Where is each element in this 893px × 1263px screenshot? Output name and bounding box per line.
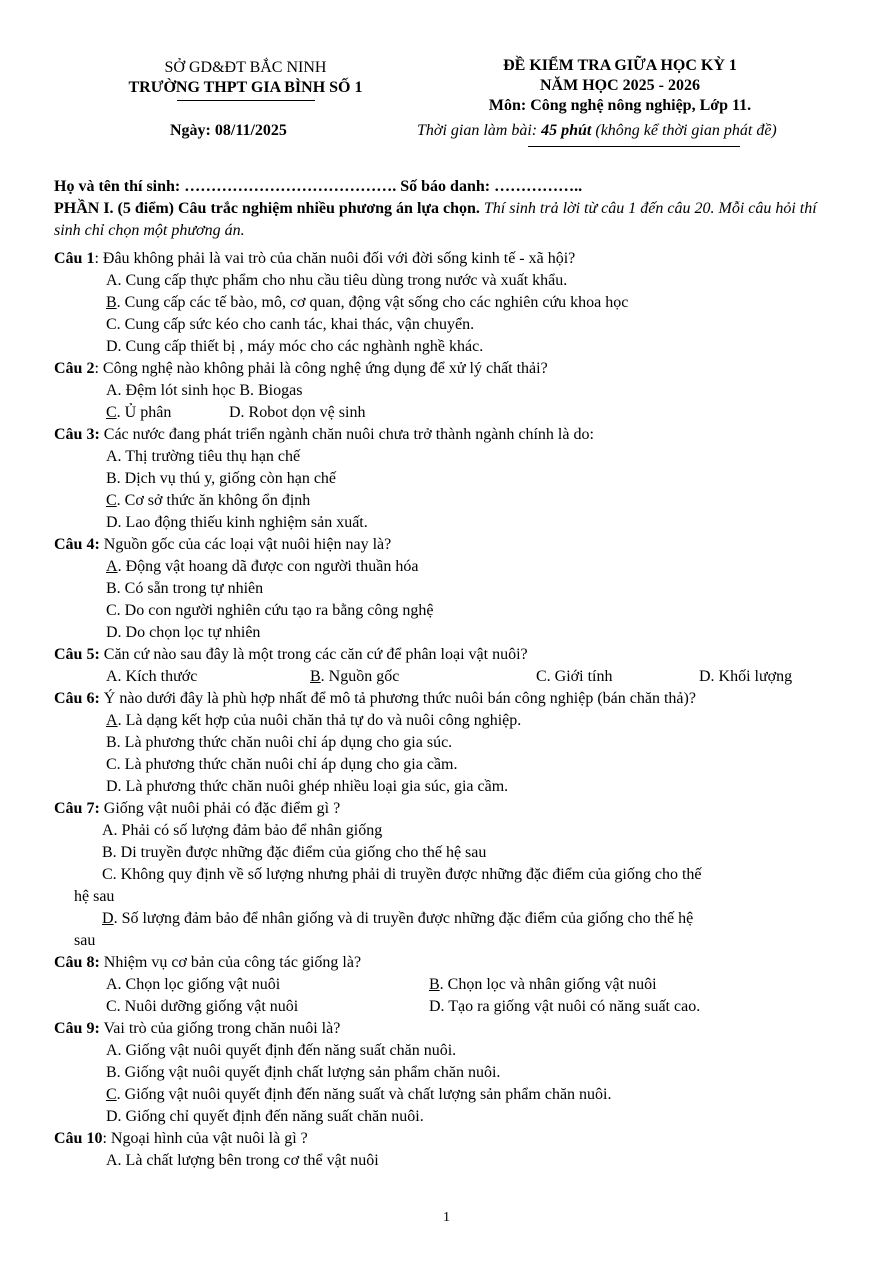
duration-value: 45 phút	[541, 122, 592, 139]
option-d: D. Tạo ra giống vật nuôi có năng suất cao.	[429, 998, 701, 1015]
header-right	[405, 56, 835, 116]
option-d: D. Lao động thiếu kinh nghiệm sản xuất.	[106, 514, 368, 531]
candidate-name-label: Họ và tên thí sinh: ………………………………….	[54, 178, 397, 195]
option-a: A. Thị trường tiêu thụ hạn chế	[106, 448, 301, 465]
option-d: D. Robot dọn vệ sinh	[229, 404, 366, 421]
question-text: : Đâu không phải là vai trò của chăn nuôi đối với đời sống kinh tế - xã hội?	[94, 250, 576, 267]
question-label: Câu 9:	[54, 1020, 100, 1037]
question-7	[54, 798, 844, 952]
school-year: NĂM HỌC 2025 - 2026	[540, 77, 700, 94]
option-d: D. Cung cấp thiết bị , máy móc cho các nghành nghề khác.	[106, 338, 484, 355]
question-text: Giống vật nuôi phải có đặc điểm gì ?	[99, 800, 341, 817]
question-6	[54, 688, 844, 798]
option-c-continuation: hệ sau	[74, 888, 115, 905]
option-b: B. Có sẵn trong tự nhiên	[106, 580, 264, 597]
question-10	[54, 1128, 844, 1172]
date-value: 08/11/2025	[214, 122, 287, 139]
header-left	[108, 58, 383, 101]
option-a	[54, 710, 844, 732]
answer-letter: A	[106, 558, 118, 575]
question-text: Nhiệm vụ cơ bản của công tác giống là?	[99, 954, 362, 971]
option-a: A. Phải có số lượng đảm bảo để nhân giống	[102, 822, 383, 839]
option-a: A. Chọn lọc giống vật nuôi	[106, 976, 281, 993]
question-stem	[54, 1018, 844, 1040]
option-d: D. Khối lượng	[699, 668, 793, 685]
option-text: . Là dạng kết hợp của nuôi chăn thả tự do và nuôi công nghiệp.	[117, 712, 522, 729]
option-row-c-d	[54, 402, 844, 424]
question-8	[54, 952, 844, 1018]
question-stem	[54, 688, 844, 710]
option-b: B. Dịch vụ thú y, giống còn hạn chế	[106, 470, 337, 487]
question-stem	[54, 534, 844, 556]
question-stem	[54, 424, 844, 446]
option-a	[54, 556, 844, 578]
question-text: Ý nào dưới đây là phù hợp nhất để mô tả phương thức nuôi bán công nghiệp (bán chăn thả)?	[99, 690, 696, 707]
answer-letter: C	[106, 404, 117, 421]
option-row-c-d	[54, 996, 844, 1018]
option-a-b: A. Đệm lót sinh học B. Biogas	[106, 382, 303, 399]
candidate-id-label: Số báo danh: ……………..	[400, 178, 583, 195]
exam-title: ĐỀ KIỂM TRA GIỮA HỌC KỲ 1	[503, 57, 737, 74]
option-text: . Cơ sở thức ăn không ổn định	[116, 492, 311, 509]
answer-letter: B	[310, 668, 321, 685]
question-stem	[54, 1128, 844, 1150]
option-b: B. Là phương thức chăn nuôi chỉ áp dụng cho gia súc.	[106, 734, 453, 751]
question-label: Câu 2	[54, 360, 95, 377]
question-stem	[54, 952, 844, 974]
option-text: . Ủ phân	[116, 404, 172, 421]
question-4	[54, 534, 844, 644]
section-title: PHẦN I. (5 điểm) Câu trắc nghiệm nhiều phương án lựa chọn.	[54, 200, 480, 217]
option-c	[54, 864, 844, 886]
option-text: . Số lượng đảm bảo để nhân giống và di truyền được những đặc điểm của giống cho thế hệ	[113, 910, 694, 927]
question-stem	[54, 644, 844, 666]
option-c: C. Nuôi dưỡng giống vật nuôi	[106, 998, 299, 1015]
option-a: A. Cung cấp thực phẩm cho nhu cầu tiêu dùng trong nước và xuất khẩu.	[106, 272, 568, 289]
exam-content	[54, 176, 844, 1172]
question-text: : Ngoại hình của vật nuôi là gì ?	[102, 1130, 308, 1147]
option-d	[54, 908, 844, 930]
option-c: C. Do con người nghiên cứu tạo ra bằng công nghệ	[106, 602, 434, 619]
option-a: A. Là chất lượng bên trong cơ thể vật nuôi	[106, 1152, 379, 1169]
question-text: Căn cứ nào sau đây là một trong các căn cứ để phân loại vật nuôi?	[99, 646, 528, 663]
question-3	[54, 424, 844, 534]
option-b	[310, 666, 536, 688]
option-b: B. Giống vật nuôi quyết định chất lượng sản phẩm chăn nuôi.	[106, 1064, 501, 1081]
department-name: SỞ GD&ĐT BẮC NINH	[164, 59, 327, 76]
question-label: Câu 3:	[54, 426, 100, 443]
option-text: . Chọn lọc và nhân giống vật nuôi	[439, 976, 657, 993]
exam-date	[170, 120, 287, 142]
option-text: . Động vật hoang dã được con người thuần hóa	[117, 558, 419, 575]
subject: Môn: Công nghệ nông nghiệp, Lớp 11.	[488, 97, 752, 114]
option-d: D. Là phương thức chăn nuôi ghép nhiều loại gia súc, gia cầm.	[106, 778, 509, 795]
question-text: : Công nghệ nào không phải là công nghệ ứng dụng để xử lý chất thải?	[94, 360, 548, 377]
answer-letter: B	[106, 294, 117, 311]
question-label: Câu 1	[54, 250, 95, 267]
question-2	[54, 358, 844, 424]
question-stem	[54, 798, 844, 820]
date-label: Ngày:	[170, 122, 211, 139]
option-a: A. Kích thước	[106, 668, 198, 685]
question-label: Câu 7:	[54, 800, 100, 817]
answer-letter: B	[429, 976, 440, 993]
question-stem	[54, 248, 844, 270]
option-a: A. Giống vật nuôi quyết định đến năng suất chăn nuôi.	[106, 1042, 457, 1059]
answer-letter: A	[106, 712, 118, 729]
option-c	[106, 402, 229, 424]
option-text: C. Không quy định về số lượng nhưng phải di truyền được những đặc điểm của giống cho thế	[102, 866, 702, 883]
section-instruction: Thí sinh trả lời từ câu 1 đến câu 20. Mỗi câu hỏi thí sinh chỉ chọn một phương án.	[54, 200, 817, 239]
section-heading	[54, 198, 844, 242]
question-9	[54, 1018, 844, 1128]
option-row-a-b	[54, 974, 844, 996]
candidate-info	[54, 176, 844, 198]
question-label: Câu 10	[54, 1130, 103, 1147]
option-c	[54, 1084, 844, 1106]
option-c: C. Là phương thức chăn nuôi chỉ áp dụng cho gia cầm.	[106, 756, 458, 773]
answer-letter: C	[106, 492, 117, 509]
answer-letter: C	[106, 1086, 117, 1103]
question-text: Các nước đang phát triển ngành chăn nuôi chưa trở thành ngành chính là do:	[99, 426, 594, 443]
header-left-rule	[177, 100, 315, 101]
duration-rule	[528, 146, 740, 147]
option-c	[54, 490, 844, 512]
question-1	[54, 248, 844, 358]
option-d: D. Giống chỉ quyết định đến năng suất chăn nuôi.	[106, 1108, 424, 1125]
question-stem	[54, 358, 844, 380]
option-d-continuation: sau	[74, 932, 96, 949]
question-5	[54, 644, 844, 688]
option-b: B. Di truyền được những đặc điểm của giống cho thế hệ sau	[102, 844, 487, 861]
question-label: Câu 5:	[54, 646, 100, 663]
option-text: . Cung cấp các tế bào, mô, cơ quan, động vật sống cho các nghiên cứu khoa học	[116, 294, 629, 311]
question-text: Nguồn gốc của các loại vật nuôi hiện nay là?	[99, 536, 392, 553]
option-d: D. Do chọn lọc tự nhiên	[106, 624, 261, 641]
exam-duration	[417, 120, 777, 142]
question-text: Vai trò của giống trong chăn nuôi là?	[99, 1020, 341, 1037]
duration-suffix: (không kể thời gian phát đề)	[595, 122, 777, 139]
option-row	[54, 666, 844, 688]
option-b	[429, 974, 657, 996]
option-b	[54, 292, 844, 314]
option-c: C. Giới tính	[536, 668, 613, 685]
option-c: C. Cung cấp sức kéo cho canh tác, khai thác, vận chuyển.	[106, 316, 475, 333]
option-text: . Giống vật nuôi quyết định đến năng suất và chất lượng sản phẩm chăn nuôi.	[116, 1086, 612, 1103]
question-label: Câu 4:	[54, 536, 100, 553]
answer-letter: D	[102, 910, 114, 927]
option-text: . Nguồn gốc	[320, 668, 400, 685]
duration-prefix: Thời gian làm bài:	[417, 122, 538, 139]
question-label: Câu 8:	[54, 954, 100, 971]
question-label: Câu 6:	[54, 690, 100, 707]
school-name: TRƯỜNG THPT GIA BÌNH SỐ 1	[128, 79, 363, 96]
page-number: 1	[443, 1210, 450, 1225]
